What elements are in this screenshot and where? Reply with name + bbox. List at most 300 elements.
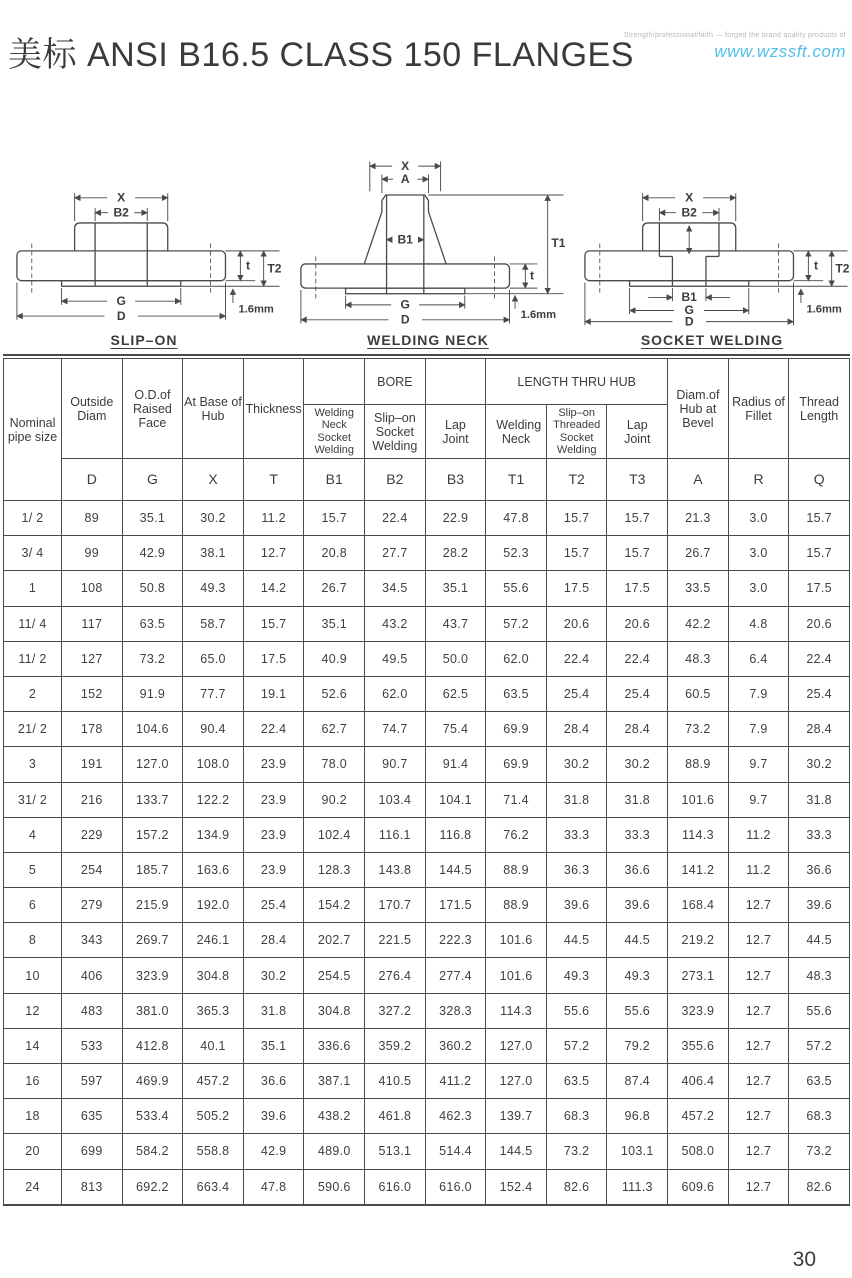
- cell-nominal-size: 1: [4, 571, 62, 606]
- dim-label-x: X: [117, 190, 126, 205]
- cell-value: 533.4: [122, 1099, 183, 1134]
- table-row: [4, 606, 850, 641]
- cell-value: 88.9: [486, 888, 547, 923]
- cell-value: 28.4: [607, 712, 668, 747]
- cell-value: 47.8: [486, 501, 547, 536]
- cell-nominal-size: 6: [4, 888, 62, 923]
- cell-value: 327.2: [365, 993, 426, 1028]
- dim-label-d: D: [400, 312, 410, 327]
- symbol-g: G: [122, 459, 183, 501]
- cell-nominal-size: 8: [4, 923, 62, 958]
- symbol-a: A: [668, 459, 729, 501]
- cell-value: 141.2: [668, 852, 729, 887]
- cell-value: 144.5: [425, 852, 486, 887]
- cell-value: 35.1: [243, 1028, 304, 1063]
- cell-value: 12.7: [728, 1099, 789, 1134]
- table-row: [4, 747, 850, 782]
- page-title: 美标 ANSI B16.5 CLASS 150 FLANGES: [8, 36, 634, 74]
- cell-value: 11.2: [728, 817, 789, 852]
- cell-value: 7.9: [728, 712, 789, 747]
- dim-label-d: D: [116, 308, 126, 323]
- cell-value: 50.0: [425, 641, 486, 676]
- cell-value: 30.2: [789, 747, 850, 782]
- cell-value: 103.4: [365, 782, 426, 817]
- cell-value: 49.3: [183, 571, 244, 606]
- dim-label-t2: T2: [835, 261, 850, 276]
- cell-value: 114.3: [486, 993, 547, 1028]
- cell-value: 39.6: [546, 888, 607, 923]
- cell-value: 412.8: [122, 1028, 183, 1063]
- cell-value: 513.1: [365, 1134, 426, 1169]
- cell-value: 26.7: [304, 571, 365, 606]
- cell-value: 12.7: [728, 1134, 789, 1169]
- slip-on-drawing: [2, 154, 286, 331]
- cell-value: 279: [62, 888, 123, 923]
- welding-neck-drawing: [286, 154, 570, 331]
- cell-nominal-size: 5: [4, 852, 62, 887]
- cell-value: 116.1: [365, 817, 426, 852]
- cell-value: 25.4: [789, 676, 850, 711]
- cell-value: 74.7: [365, 712, 426, 747]
- cell-value: 191: [62, 747, 123, 782]
- dim-label-t: t: [529, 268, 534, 283]
- cell-value: 55.6: [546, 993, 607, 1028]
- bore-group-spacer-right: [425, 359, 486, 405]
- cell-value: 20.6: [789, 606, 850, 641]
- cell-value: 89: [62, 501, 123, 536]
- cell-value: 406.4: [668, 1064, 729, 1099]
- dim-label-b1: B1: [397, 232, 413, 247]
- cell-value: 42.9: [243, 1134, 304, 1169]
- cell-value: 23.9: [243, 782, 304, 817]
- cell-value: 33.3: [546, 817, 607, 852]
- cell-value: 57.2: [546, 1028, 607, 1063]
- cell-value: 185.7: [122, 852, 183, 887]
- cell-nominal-size: 16: [4, 1064, 62, 1099]
- caption-welding-neck: WELDING NECK: [367, 332, 489, 348]
- cell-value: 63.5: [789, 1064, 850, 1099]
- dim-label-lip: 1.6mm: [238, 303, 274, 316]
- dim-label-t: t: [245, 258, 250, 273]
- cell-value: 57.2: [486, 606, 547, 641]
- cell-value: 22.4: [243, 712, 304, 747]
- cell-value: 102.4: [304, 817, 365, 852]
- cell-value: 410.5: [365, 1064, 426, 1099]
- cell-value: 49.5: [365, 641, 426, 676]
- cell-value: 49.3: [607, 958, 668, 993]
- cell-value: 163.6: [183, 852, 244, 887]
- cell-value: 75.4: [425, 712, 486, 747]
- cell-value: 17.5: [607, 571, 668, 606]
- cell-value: 62.5: [425, 676, 486, 711]
- cell-value: 58.7: [183, 606, 244, 641]
- cell-nominal-size: 1/ 2: [4, 501, 62, 536]
- cell-value: 170.7: [365, 888, 426, 923]
- cell-nominal-size: 4: [4, 817, 62, 852]
- cell-value: 23.9: [243, 817, 304, 852]
- cell-value: 152.4: [486, 1169, 547, 1205]
- cell-value: 12.7: [243, 536, 304, 571]
- cell-value: 73.2: [789, 1134, 850, 1169]
- cell-value: 359.2: [365, 1028, 426, 1063]
- cell-value: 343: [62, 923, 123, 958]
- table-row: [4, 852, 850, 887]
- page-number: 30: [792, 1248, 816, 1271]
- cell-value: 17.5: [243, 641, 304, 676]
- cell-value: 108: [62, 571, 123, 606]
- symbol-t3: T3: [607, 459, 668, 501]
- cell-value: 20.8: [304, 536, 365, 571]
- cell-value: 28.2: [425, 536, 486, 571]
- group-bore: BORE: [365, 359, 426, 405]
- cell-value: 23.9: [243, 747, 304, 782]
- dim-label-x: X: [685, 190, 694, 205]
- cell-value: 69.9: [486, 747, 547, 782]
- header-at-base-of-hub: At Base of Hub: [183, 359, 244, 459]
- cell-value: 108.0: [183, 747, 244, 782]
- cell-value: 483: [62, 993, 123, 1028]
- cell-value: 462.3: [425, 1099, 486, 1134]
- cell-value: 6.4: [728, 641, 789, 676]
- cell-value: 43.2: [365, 606, 426, 641]
- cell-value: 55.6: [607, 993, 668, 1028]
- cell-value: 216: [62, 782, 123, 817]
- cell-value: 82.6: [546, 1169, 607, 1205]
- table-row: [4, 1134, 850, 1169]
- cell-value: 277.4: [425, 958, 486, 993]
- cell-value: 219.2: [668, 923, 729, 958]
- cell-value: 31.8: [546, 782, 607, 817]
- diagram-welding-neck: [286, 154, 570, 348]
- cell-value: 15.7: [243, 606, 304, 641]
- cell-value: 79.2: [607, 1028, 668, 1063]
- cell-value: 22.4: [365, 501, 426, 536]
- cell-value: 76.2: [486, 817, 547, 852]
- dim-label-x: X: [401, 158, 410, 173]
- header-corner: [624, 32, 846, 62]
- cell-value: 152: [62, 676, 123, 711]
- table-row: [4, 993, 850, 1028]
- cell-value: 68.3: [789, 1099, 850, 1134]
- cell-nominal-size: 11/ 4: [4, 606, 62, 641]
- cell-value: 104.1: [425, 782, 486, 817]
- cell-value: 171.5: [425, 888, 486, 923]
- cell-value: 254: [62, 852, 123, 887]
- socket-welding-drawing: [570, 154, 852, 331]
- cell-value: 457.2: [668, 1099, 729, 1134]
- cell-value: 154.2: [304, 888, 365, 923]
- cell-value: 323.9: [668, 993, 729, 1028]
- cell-value: 127.0: [486, 1028, 547, 1063]
- cell-value: 25.4: [243, 888, 304, 923]
- cell-value: 12.7: [728, 888, 789, 923]
- header-outside-diam: Outside Diam: [62, 359, 123, 459]
- cell-value: 11.2: [243, 501, 304, 536]
- caption-slip-on: SLIP–ON: [110, 332, 178, 348]
- symbol-b1: B1: [304, 459, 365, 501]
- table-row: [4, 782, 850, 817]
- cell-value: 68.3: [546, 1099, 607, 1134]
- dim-label-g: G: [116, 293, 126, 308]
- cell-value: 411.2: [425, 1064, 486, 1099]
- cell-value: 514.4: [425, 1134, 486, 1169]
- cell-value: 52.6: [304, 676, 365, 711]
- cell-value: 15.7: [546, 536, 607, 571]
- cell-value: 63.5: [546, 1064, 607, 1099]
- cell-value: 90.4: [183, 712, 244, 747]
- cell-value: 139.7: [486, 1099, 547, 1134]
- header-slip-on-threaded-socket-welding: Slip–on Threaded Socket Welding: [546, 405, 607, 459]
- cell-value: 73.2: [668, 712, 729, 747]
- cell-value: 15.7: [607, 501, 668, 536]
- cell-value: 43.7: [425, 606, 486, 641]
- diagram-slip-on: [2, 154, 286, 348]
- cell-value: 73.2: [546, 1134, 607, 1169]
- cell-value: 22.4: [789, 641, 850, 676]
- group-length-thru-hub: LENGTH THRU HUB: [486, 359, 668, 405]
- cell-value: 30.2: [546, 747, 607, 782]
- cell-value: 15.7: [607, 536, 668, 571]
- flange-outline: [17, 223, 226, 294]
- cell-value: 36.6: [607, 852, 668, 887]
- cell-value: 558.8: [183, 1134, 244, 1169]
- cell-value: 157.2: [122, 817, 183, 852]
- dim-label-g: G: [400, 297, 410, 312]
- bore-group-spacer-left: [304, 359, 365, 405]
- cell-value: 78.0: [304, 747, 365, 782]
- cell-value: 99: [62, 536, 123, 571]
- cell-value: 38.1: [183, 536, 244, 571]
- cell-value: 48.3: [668, 641, 729, 676]
- cell-value: 26.7: [668, 536, 729, 571]
- cell-value: 127.0: [486, 1064, 547, 1099]
- cell-value: 699: [62, 1134, 123, 1169]
- cell-nominal-size: 21/ 2: [4, 712, 62, 747]
- header-slip-on-socket-welding: Slip–on Socket Welding: [365, 405, 426, 459]
- cell-nominal-size: 11/ 2: [4, 641, 62, 676]
- cell-value: 692.2: [122, 1169, 183, 1205]
- cell-value: 461.8: [365, 1099, 426, 1134]
- cell-value: 30.2: [243, 958, 304, 993]
- table-row: [4, 817, 850, 852]
- dim-label-b2: B2: [681, 205, 697, 220]
- cell-value: 457.2: [183, 1064, 244, 1099]
- cell-value: 90.2: [304, 782, 365, 817]
- cell-value: 55.6: [789, 993, 850, 1028]
- dim-label-t2: T2: [267, 261, 282, 276]
- cell-value: 101.6: [668, 782, 729, 817]
- cell-value: 96.8: [607, 1099, 668, 1134]
- cell-value: 17.5: [546, 571, 607, 606]
- cell-value: 273.1: [668, 958, 729, 993]
- cell-value: 40.9: [304, 641, 365, 676]
- cell-value: 28.4: [243, 923, 304, 958]
- symbol-t: T: [243, 459, 304, 501]
- cell-value: 178: [62, 712, 123, 747]
- cell-value: 114.3: [668, 817, 729, 852]
- header-lap-joint-bore: Lap Joint: [425, 405, 486, 459]
- dim-label-b2: B2: [113, 205, 129, 220]
- cell-value: 254.5: [304, 958, 365, 993]
- table-header: [4, 359, 850, 501]
- table-row: [4, 676, 850, 711]
- cell-value: 597: [62, 1064, 123, 1099]
- cell-value: 328.3: [425, 993, 486, 1028]
- symbol-d: D: [62, 459, 123, 501]
- cell-value: 276.4: [365, 958, 426, 993]
- cell-value: 3.0: [728, 501, 789, 536]
- cell-value: 117: [62, 606, 123, 641]
- header-radius-fillet: Radius of Fillet: [728, 359, 789, 459]
- cell-value: 88.9: [486, 852, 547, 887]
- cell-value: 31.8: [243, 993, 304, 1028]
- cell-value: 387.1: [304, 1064, 365, 1099]
- cell-value: 27.7: [365, 536, 426, 571]
- cell-value: 3.0: [728, 571, 789, 606]
- cell-value: 36.3: [546, 852, 607, 887]
- cell-value: 20.6: [607, 606, 668, 641]
- symbol-r: R: [728, 459, 789, 501]
- cell-value: 11.2: [728, 852, 789, 887]
- cell-value: 39.6: [243, 1099, 304, 1134]
- company-tagline: Strength/professional/faith — forged the brand quality products of: [623, 32, 846, 39]
- cell-value: 36.6: [243, 1064, 304, 1099]
- cell-value: 22.9: [425, 501, 486, 536]
- symbol-x: X: [183, 459, 244, 501]
- cell-value: 71.4: [486, 782, 547, 817]
- table-body: [4, 501, 850, 1205]
- symbol-b3: B3: [425, 459, 486, 501]
- cell-value: 25.4: [546, 676, 607, 711]
- cell-value: 360.2: [425, 1028, 486, 1063]
- header-thread-length: Thread Length: [789, 359, 850, 459]
- flange-outline: [301, 195, 510, 299]
- cell-value: 12.7: [728, 958, 789, 993]
- cell-value: 15.7: [789, 536, 850, 571]
- cell-value: 44.5: [607, 923, 668, 958]
- cell-value: 57.2: [789, 1028, 850, 1063]
- cell-nominal-size: 24: [4, 1169, 62, 1205]
- cell-value: 20.6: [546, 606, 607, 641]
- cell-value: 73.2: [122, 641, 183, 676]
- cell-value: 62.0: [365, 676, 426, 711]
- diagram-socket-welding: [570, 154, 852, 348]
- cell-value: 143.8: [365, 852, 426, 887]
- cell-value: 609.6: [668, 1169, 729, 1205]
- header-lap-joint-hub: Lap Joint: [607, 405, 668, 459]
- cell-nominal-size: 3/ 4: [4, 536, 62, 571]
- cell-value: 269.7: [122, 923, 183, 958]
- cell-nominal-size: 31/ 2: [4, 782, 62, 817]
- cell-nominal-size: 20: [4, 1134, 62, 1169]
- dim-label-g: G: [684, 303, 694, 318]
- cell-value: 616.0: [425, 1169, 486, 1205]
- cell-value: 103.1: [607, 1134, 668, 1169]
- table-top-rule: [3, 354, 850, 356]
- table-row: [4, 1064, 850, 1099]
- flange-diagrams: [0, 154, 852, 348]
- cell-value: 111.3: [607, 1169, 668, 1205]
- cell-value: 50.8: [122, 571, 183, 606]
- cell-value: 406: [62, 958, 123, 993]
- cell-value: 77.7: [183, 676, 244, 711]
- table-row: [4, 641, 850, 676]
- cell-value: 202.7: [304, 923, 365, 958]
- cell-value: 246.1: [183, 923, 244, 958]
- cell-value: 7.9: [728, 676, 789, 711]
- cell-value: 221.5: [365, 923, 426, 958]
- header-diam-hub-bevel: Diam.of Hub at Bevel: [668, 359, 729, 459]
- cell-value: 60.5: [668, 676, 729, 711]
- dim-label-b1: B1: [681, 290, 697, 305]
- header-od-raised-face: O.D.of Raised Face: [122, 359, 183, 459]
- cell-value: 104.6: [122, 712, 183, 747]
- cell-value: 15.7: [304, 501, 365, 536]
- dimension-lines: [301, 159, 566, 327]
- dimension-lines: [17, 191, 282, 323]
- table-row: [4, 923, 850, 958]
- cell-value: 23.9: [243, 852, 304, 887]
- cell-value: 122.2: [183, 782, 244, 817]
- header-thickness: Thickness: [243, 359, 304, 459]
- cell-value: 9.7: [728, 782, 789, 817]
- dimension-lines: [585, 191, 850, 329]
- cell-value: 127.0: [122, 747, 183, 782]
- cell-value: 134.9: [183, 817, 244, 852]
- cell-value: 229: [62, 817, 123, 852]
- cell-value: 30.2: [607, 747, 668, 782]
- cell-value: 663.4: [183, 1169, 244, 1205]
- cell-value: 12.7: [728, 1169, 789, 1205]
- cell-value: 12.7: [728, 1028, 789, 1063]
- cell-value: 323.9: [122, 958, 183, 993]
- header-welding-neck-socket-welding: Welding Neck Socket Welding: [304, 405, 365, 459]
- cell-value: 381.0: [122, 993, 183, 1028]
- cell-value: 116.8: [425, 817, 486, 852]
- website-url: www.wzssft.com: [714, 42, 846, 61]
- cell-value: 69.9: [486, 712, 547, 747]
- cell-value: 62.7: [304, 712, 365, 747]
- cell-value: 35.1: [122, 501, 183, 536]
- cell-value: 144.5: [486, 1134, 547, 1169]
- cell-value: 48.3: [789, 958, 850, 993]
- cell-value: 44.5: [546, 923, 607, 958]
- cell-value: 438.2: [304, 1099, 365, 1134]
- cell-value: 35.1: [304, 606, 365, 641]
- cell-value: 49.3: [546, 958, 607, 993]
- cell-value: 127: [62, 641, 123, 676]
- cell-value: 31.8: [607, 782, 668, 817]
- table-row: [4, 1169, 850, 1205]
- cell-value: 39.6: [789, 888, 850, 923]
- cell-value: 168.4: [668, 888, 729, 923]
- dim-label-lip: 1.6mm: [520, 308, 557, 321]
- cell-value: 28.4: [789, 712, 850, 747]
- cell-value: 90.7: [365, 747, 426, 782]
- cell-nominal-size: 14: [4, 1028, 62, 1063]
- cell-value: 133.7: [122, 782, 183, 817]
- cell-value: 813: [62, 1169, 123, 1205]
- dim-label-a: A: [400, 171, 410, 186]
- cell-value: 533: [62, 1028, 123, 1063]
- header-nominal-pipe-size: Nominal pipe size: [4, 359, 62, 501]
- cell-value: 12.7: [728, 1064, 789, 1099]
- cell-value: 31.8: [789, 782, 850, 817]
- cell-value: 44.5: [789, 923, 850, 958]
- cell-value: 22.4: [546, 641, 607, 676]
- flange-dimensions-table: [3, 358, 850, 1206]
- symbol-t1: T1: [486, 459, 547, 501]
